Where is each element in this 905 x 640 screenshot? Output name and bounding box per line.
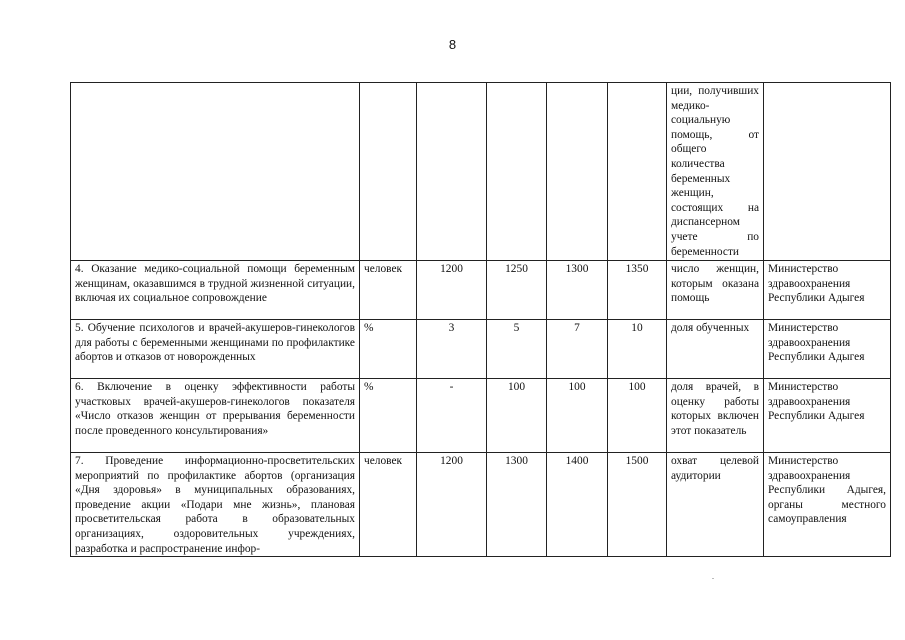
responsible-cell: Министерство здравоохранения Республики Адыгея <box>764 379 891 453</box>
value-cell-3: 7 <box>547 320 608 379</box>
unit-cell: человек <box>360 261 417 320</box>
responsible-cell <box>764 83 891 261</box>
indicator-cell: число женщин, которым оказана помощь <box>667 261 764 320</box>
activity-name-cell: 5. Обучение психологов и врачей-акушеров-гинекологов для работы с беременными женщинами по профилактике абортов и отказов от новорожденных <box>71 320 360 379</box>
value-cell-4: 1350 <box>608 261 667 320</box>
unit-cell: % <box>360 320 417 379</box>
value-cell-4: 1500 <box>608 453 667 557</box>
table-row <box>71 320 891 379</box>
value-cell-3 <box>547 83 608 261</box>
activity-name-cell <box>71 83 360 261</box>
indicator-cell: охват целевой аудитории <box>667 453 764 557</box>
indicator-cell: доля обученных <box>667 320 764 379</box>
responsible-cell: Министерство здравоохранения Республики Адыгея <box>764 320 891 379</box>
value-cell-3: 1400 <box>547 453 608 557</box>
unit-cell: человек <box>360 453 417 557</box>
table-row <box>71 83 891 261</box>
responsible-cell: Министерство здравоохранения Республики Адыгея, органы местного самоуправления <box>764 453 891 557</box>
value-cell-2: 1250 <box>487 261 547 320</box>
page-number: 8 <box>448 37 457 52</box>
value-cell-2 <box>487 83 547 261</box>
scan-speck <box>712 578 714 579</box>
activity-name-cell: 6. Включение в оценку эффективности работы участковых врачей-акушеров-гинекологов показателя «Число отказов женщин от прерывания беременности после проведенного консультирования» <box>71 379 360 453</box>
value-cell-4 <box>608 83 667 261</box>
activity-name-cell: 7. Проведение информационно-просветительских мероприятий по профилактике абортов (организация «Дня здоровья» в муниципальных образованиях, проведение акции «Подари мне жизнь», плановая просветительская работа в образовательных организациях, оздоровительных учреждениях, разработка и распространение инфор- <box>71 453 360 557</box>
value-cell-2: 100 <box>487 379 547 453</box>
value-cell-2: 5 <box>487 320 547 379</box>
value-cell-1: 1200 <box>417 261 487 320</box>
value-cell-3: 1300 <box>547 261 608 320</box>
indicator-cell: доля врачей, в оценку работы которых включен этот показатель <box>667 379 764 453</box>
table-row <box>71 261 891 320</box>
value-cell-3: 100 <box>547 379 608 453</box>
activity-name-cell: 4. Оказание медико-социальной помощи беременным женщинам, оказавшимся в трудной жизненной ситуации, включая их социальное сопровождение <box>71 261 360 320</box>
value-cell-2: 1300 <box>487 453 547 557</box>
table-row <box>71 379 891 453</box>
value-cell-1: - <box>417 379 487 453</box>
value-cell-4: 10 <box>608 320 667 379</box>
unit-cell <box>360 83 417 261</box>
indicator-cell: ции, получивших медико-социальную помощь, от общего количества беременных женщин, состоящих на диспансерном учете по беременности <box>667 83 764 261</box>
responsible-cell: Министерство здравоохранения Республики Адыгея <box>764 261 891 320</box>
value-cell-1: 3 <box>417 320 487 379</box>
table-row <box>71 453 891 557</box>
value-cell-1 <box>417 83 487 261</box>
value-cell-4: 100 <box>608 379 667 453</box>
value-cell-1: 1200 <box>417 453 487 557</box>
unit-cell: % <box>360 379 417 453</box>
program-table <box>70 82 891 557</box>
